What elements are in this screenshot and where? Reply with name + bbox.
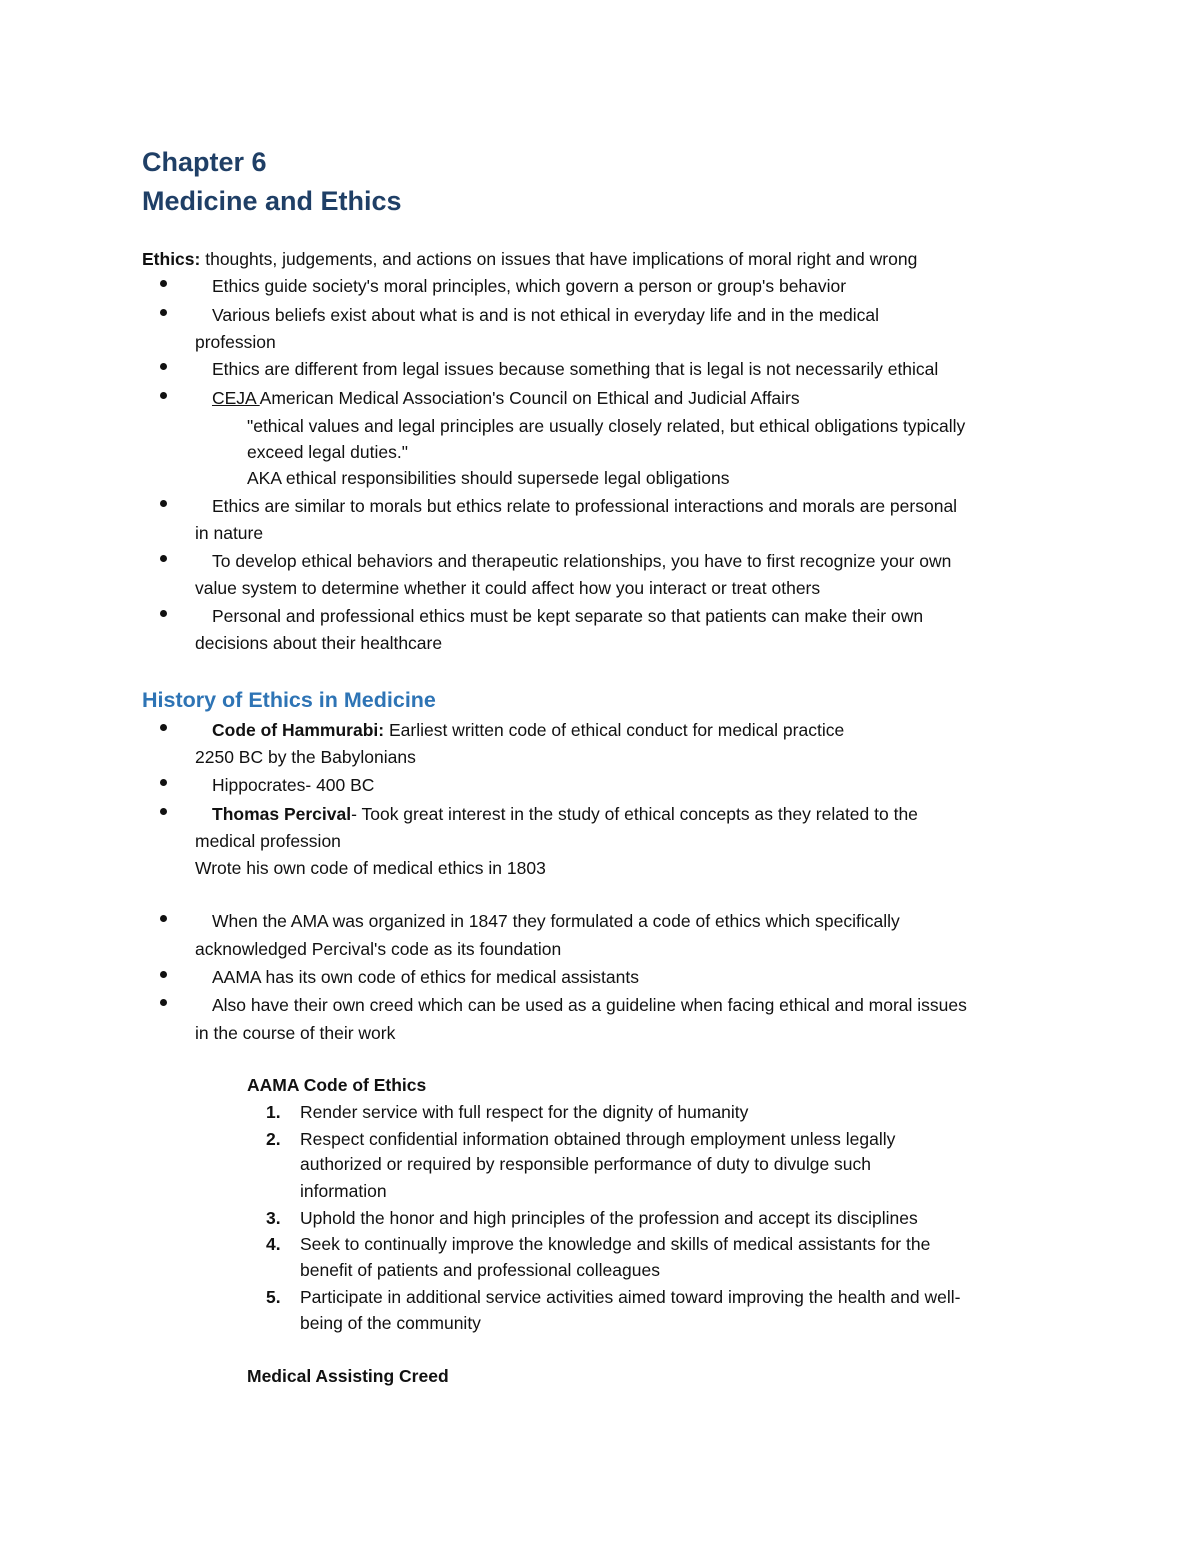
bullet-icon [160,392,167,399]
ethics-bullet-5: Ethics are similar to morals but ethics relate to professional interactions and morals are personal [212,496,958,516]
list-number: 5. [266,1287,281,1307]
aama-item-1: Render service with full respect for the dignity of humanity [300,1102,749,1122]
history-aama: AAMA has its own code of ethics for medical assistants [212,967,639,987]
ethics-bullet-2-cont: profession [195,332,276,352]
ethics-bullet-4 [212,386,800,410]
creed-heading: Medical Assisting Creed [247,1366,449,1386]
bullet-icon [160,971,167,978]
ethics-bullet-3: Ethics are different from legal issues because something that is legal is not necessarily ethical [212,359,939,379]
bullet-icon [160,915,167,922]
aama-item-4-cont: benefit of patients and professional colleagues [300,1260,660,1280]
history-percival [212,802,918,826]
ethics-bullet-7: Personal and professional ethics must be kept separate so that patients can make their own [212,606,924,626]
history-hammurabi [212,718,844,742]
bullet-icon [160,724,167,731]
bullet-icon [160,610,167,617]
aama-item-2-cont: information [300,1181,387,1201]
chapter-label: Chapter 6 [142,147,267,177]
bullet-icon [160,280,167,287]
hammurabi-term: Code of Hammurabi: [212,720,385,740]
ceja-full-name: American Medical Association's Council on Ethical and Judicial Affairs [259,388,800,408]
bullet-icon [160,779,167,786]
aama-item-5-cont: being of the community [300,1313,481,1333]
aama-item-5: Participate in additional service activities aimed toward improving the health and well- [300,1287,961,1307]
aama-item-2: Respect confidential information obtained through employment unless legally [300,1129,896,1149]
definition-term: Ethics: [142,249,201,269]
list-number: 4. [266,1234,281,1254]
percival-cont: medical profession [195,831,341,851]
bullet-icon [160,500,167,507]
percival-text: - Took great interest in the study of ethical concepts as they related to the [351,804,918,824]
ethics-bullet-6: To develop ethical behaviors and therapeutic relationships, you have to first recognize your own [212,551,952,571]
aama-code-heading: AAMA Code of Ethics [247,1075,427,1095]
aama-item-2-cont: authorized or required by responsible performance of duty to divulge such [300,1154,872,1174]
bullet-icon [160,363,167,370]
bullet-icon [160,999,167,1006]
history-heading: History of Ethics in Medicine [142,688,436,712]
ceja-quote-line-1: "ethical values and legal principles are usually closely related, but ethical obligations typically [247,416,966,436]
ceja-abbreviation: CEJA [212,388,260,408]
bullet-icon [160,808,167,815]
percival-term: Thomas Percival [212,804,352,824]
bullet-icon [160,309,167,316]
list-number: 3. [266,1208,281,1228]
ethics-definition [142,247,917,271]
history-creed-cont: in the course of their work [195,1023,396,1043]
history-ama-cont: acknowledged Percival's code as its foundation [195,939,562,959]
history-ama: When the AMA was organized in 1847 they formulated a code of ethics which specifically [212,911,900,931]
ceja-aka: AKA ethical responsibilities should supersede legal obligations [247,468,730,488]
list-number: 2. [266,1129,281,1149]
list-number: 1. [266,1102,281,1122]
ceja-quote-line-2: exceed legal duties." [247,442,408,462]
ethics-bullet-7-cont: decisions about their healthcare [195,633,443,653]
ethics-bullet-2: Various beliefs exist about what is and is not ethical in everyday life and in the medical [212,305,879,325]
percival-code: Wrote his own code of medical ethics in 1803 [195,858,546,878]
hammurabi-date: 2250 BC by the Babylonians [195,747,416,767]
definition-text: thoughts, judgements, and actions on issues that have implications of moral right and wrong [200,249,918,269]
bullet-icon [160,555,167,562]
ethics-bullet-5-cont: in nature [195,523,264,543]
history-creed: Also have their own creed which can be used as a guideline when facing ethical and moral issues [212,995,967,1015]
hammurabi-text: Earliest written code of ethical conduct for medical practice [384,720,845,740]
aama-item-4: Seek to continually improve the knowledge and skills of medical assistants for the [300,1234,931,1254]
page-title: Medicine and Ethics [142,186,402,216]
history-hippocrates: Hippocrates- 400 BC [212,775,375,795]
ethics-bullet-6-cont: value system to determine whether it could affect how you interact or treat others [195,578,821,598]
aama-item-3: Uphold the honor and high principles of the profession and accept its disciplines [300,1208,918,1228]
ethics-bullet-1: Ethics guide society's moral principles, which govern a person or group's behavior [212,276,847,296]
